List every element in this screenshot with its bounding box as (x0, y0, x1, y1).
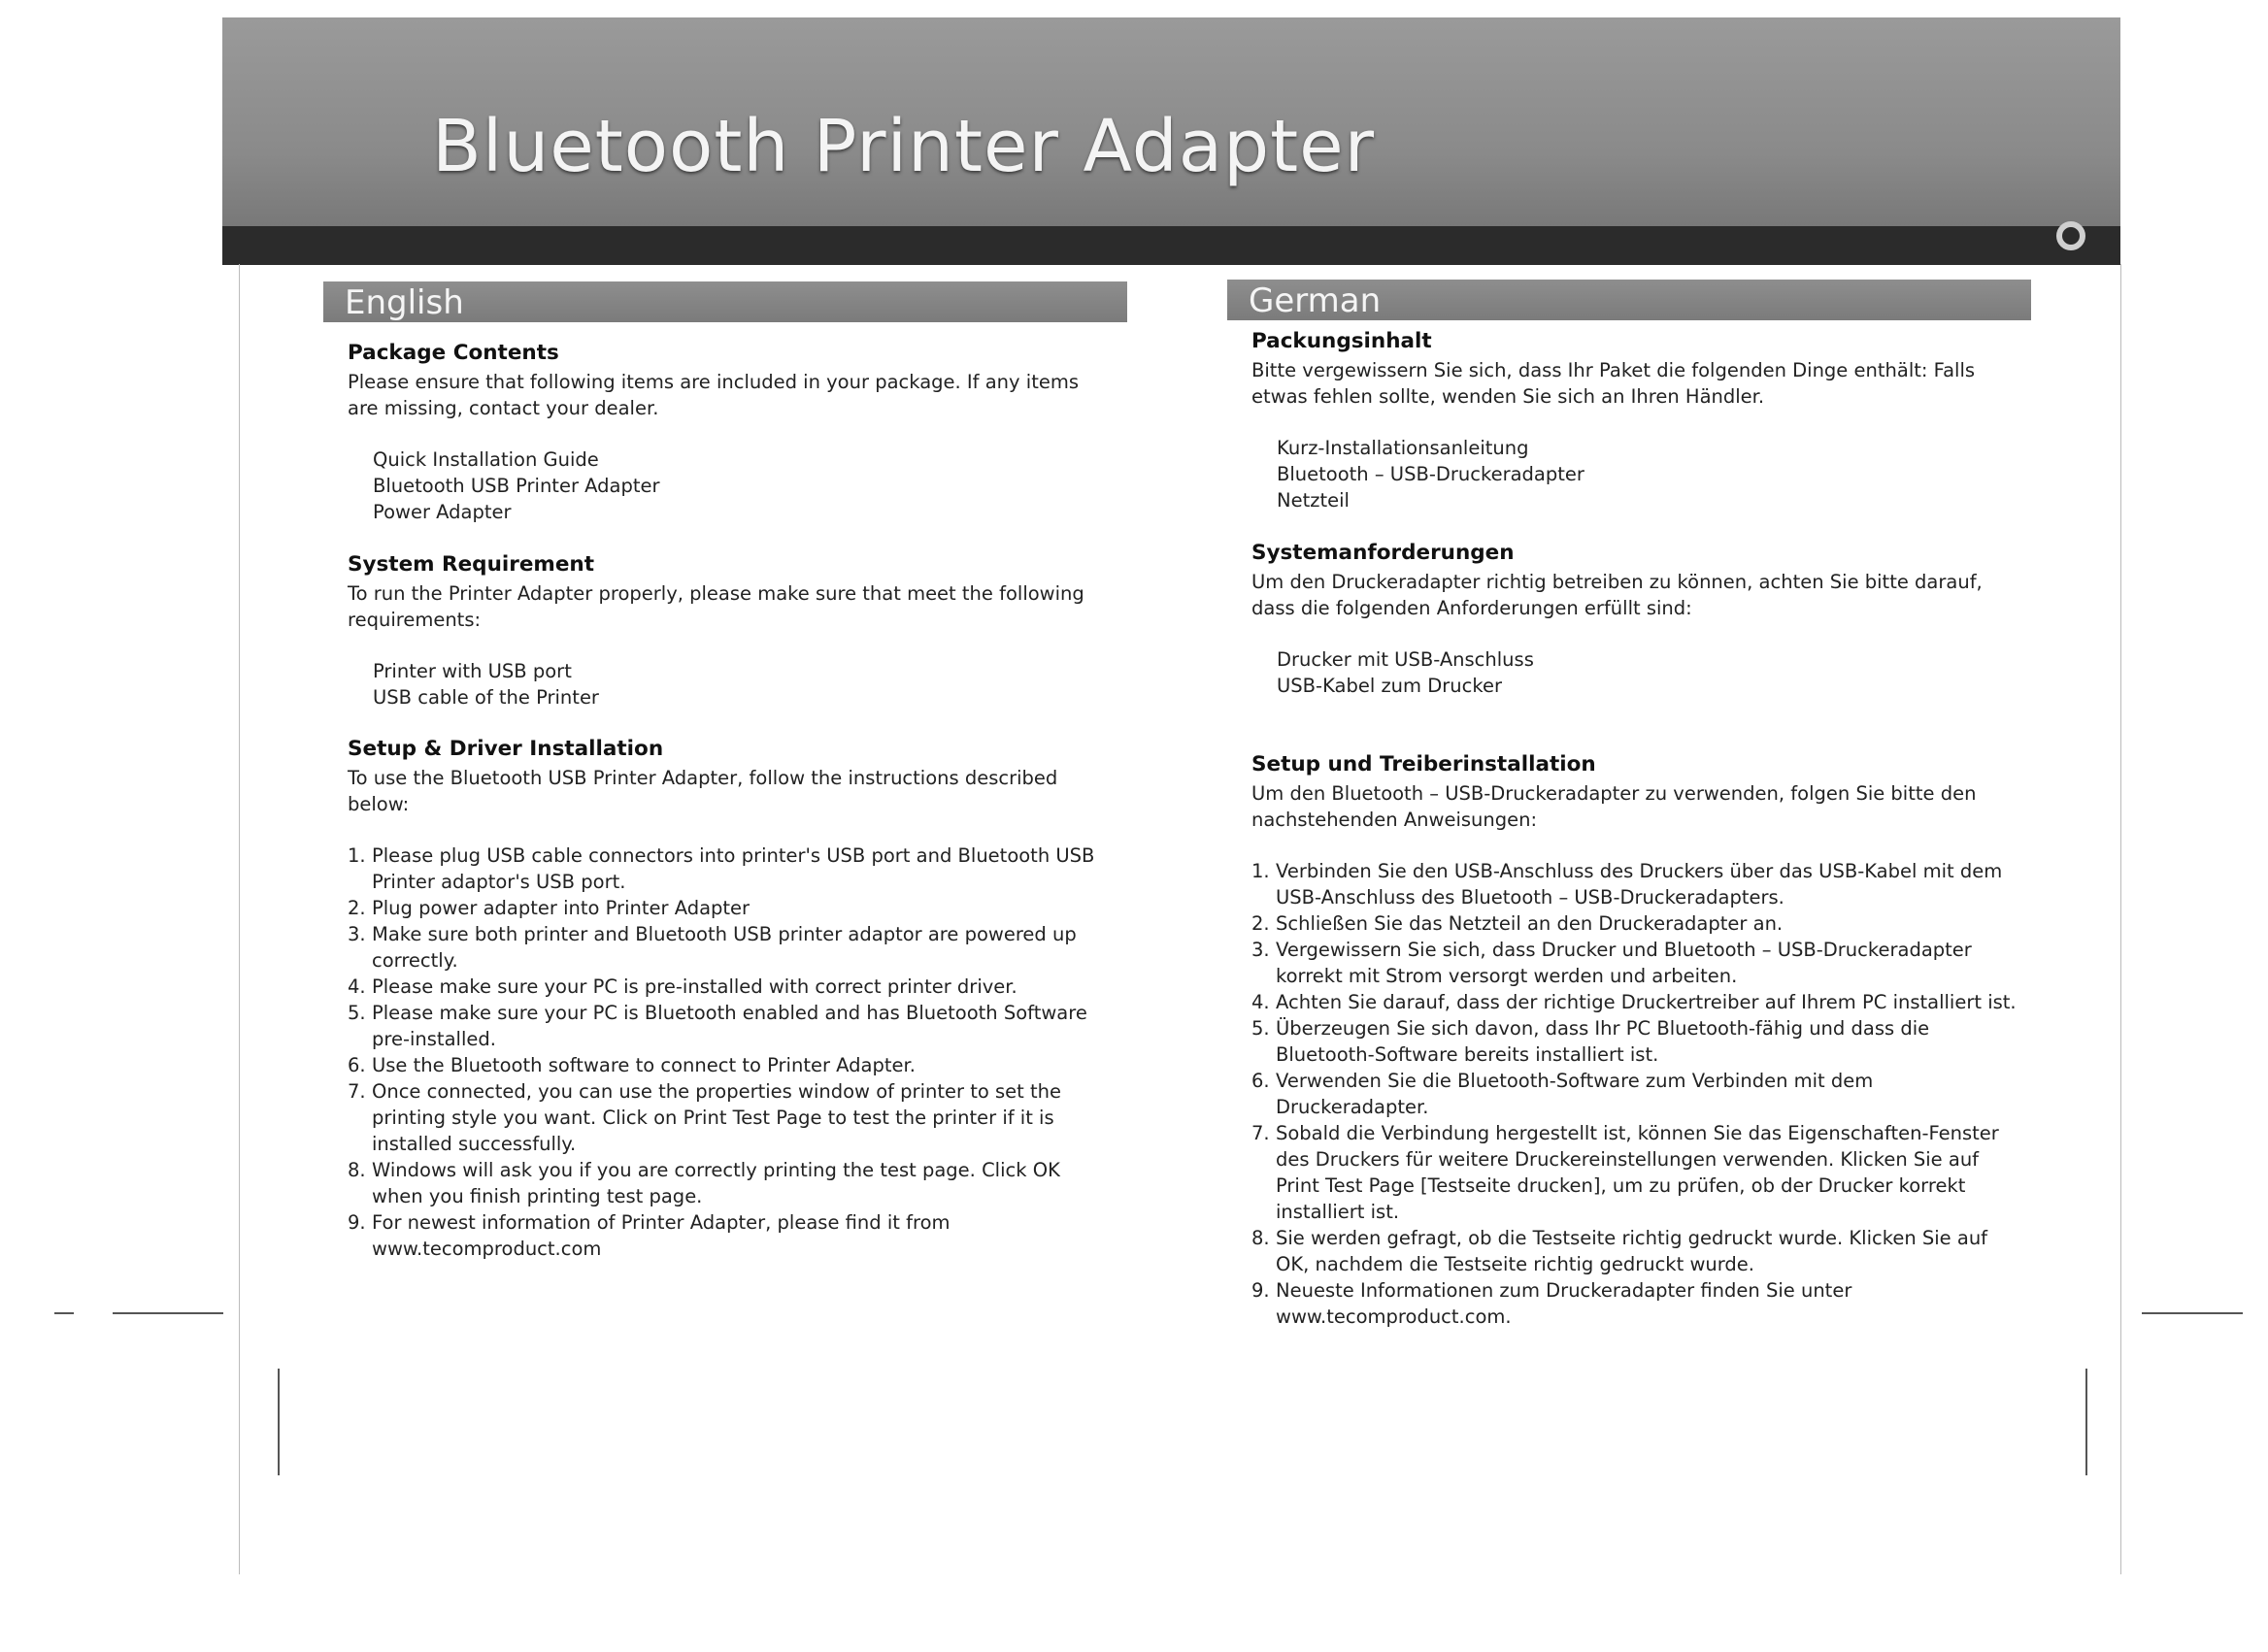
german-setup-section (1251, 751, 2018, 1330)
step-text: Achten Sie darauf, dass der richtige Druckertreiber auf Ihrem PC installiert ist. (1276, 991, 2017, 1013)
step-item (1251, 937, 2018, 989)
step-number: 2. (1251, 912, 1270, 935)
german-system-title: Systemanforderungen (1251, 541, 1515, 565)
crop-mark-left-vertical (278, 1369, 280, 1475)
step-item (348, 895, 1115, 921)
step-item (348, 974, 1115, 1000)
step-item (348, 1052, 1115, 1078)
step-text: Vergewissern Sie sich, dass Drucker und Bluetooth – USB-Druckeradapter korrekt mit Strom versorgt werden und arbeiten. (1276, 939, 1972, 987)
step-number: 3. (348, 923, 366, 945)
english-package-list (373, 446, 1115, 525)
step-text: Use the Bluetooth software to connect to Printer Adapter. (372, 1054, 916, 1076)
german-setup-intro: Um den Bluetooth – USB-Druckeradapter zu verwenden, folgen Sie bitte den nachstehenden Anweisungen: (1251, 782, 1977, 831)
step-number: 5. (348, 1002, 366, 1024)
english-language-bar: English (323, 281, 1127, 322)
step-text: Windows will ask you if you are correctly printing the test page. Click OK when you finish printing test page. (372, 1159, 1060, 1207)
left-page-edge (239, 264, 240, 1574)
german-system-section (1251, 540, 2018, 699)
step-number: 8. (348, 1159, 366, 1181)
english-setup-title: Setup & Driver Installation (348, 737, 664, 761)
step-item (1251, 989, 2018, 1015)
german-setup-title: Setup und Treiberinstallation (1251, 752, 1596, 776)
step-number: 9. (1251, 1279, 1270, 1302)
german-package-intro: Bitte vergewissern Sie sich, dass Ihr Paket die folgenden Dinge enthält: Falls etwas fehlen sollte, wenden Sie sich an Ihren Händler. (1251, 359, 1976, 408)
german-system-list (1277, 646, 2018, 699)
step-number: 9. (348, 1211, 366, 1234)
english-setup-intro: To use the Bluetooth USB Printer Adapter, follow the instructions described below: (348, 767, 1058, 815)
german-package-section (1251, 328, 2018, 513)
step-number: 5. (1251, 1017, 1270, 1040)
step-text: Please make sure your PC is Bluetooth enabled and has Bluetooth Software pre-installed. (372, 1002, 1087, 1050)
english-package-section (348, 340, 1115, 525)
step-item (1251, 858, 2018, 910)
step-text: Verbinden Sie den USB-Anschluss des Druckers über das USB-Kabel mit dem USB-Anschluss des Bluetooth – USB-Druckeradapters. (1276, 860, 2003, 909)
step-text: Schließen Sie das Netzteil an den Druckeradapter an. (1276, 912, 1784, 935)
step-text: Plug power adapter into Printer Adapter (372, 897, 750, 919)
step-text: Sobald die Verbindung hergestellt ist, können Sie das Eigenschaften-Fenster des Druckers für weitere Druckereinstellungen verwenden. Klicken Sie auf Print Test Page [Testseite drucken], um zu prüfen, ob der Drucker korrekt installiert ist. (1276, 1122, 1999, 1223)
step-number: 4. (348, 975, 366, 998)
english-setup-section (348, 736, 1115, 1262)
list-item: Netzteil (1277, 489, 1350, 512)
crop-mark-left-long (113, 1312, 223, 1314)
step-text: Verwenden Sie die Bluetooth-Software zum Verbinden mit dem Druckeradapter. (1276, 1070, 1874, 1118)
step-item (1251, 1225, 2018, 1277)
right-page-edge (2120, 264, 2121, 1574)
step-text: Please make sure your PC is pre-installed with correct printer driver. (372, 975, 1017, 998)
document-title: Bluetooth Printer Adapter (432, 105, 1376, 188)
circle-icon (2056, 221, 2085, 250)
step-item (348, 1157, 1115, 1209)
english-system-section (348, 551, 1115, 710)
german-language-bar: German (1227, 280, 2031, 320)
english-system-list (373, 658, 1115, 710)
list-item: Drucker mit USB-Anschluss (1277, 648, 1534, 671)
list-item: USB cable of the Printer (373, 686, 599, 709)
step-text: Make sure both printer and Bluetooth USB printer adaptor are powered up correctly. (372, 923, 1077, 972)
step-number: 7. (1251, 1122, 1270, 1144)
crop-mark-left-short (54, 1312, 74, 1314)
english-package-intro: Please ensure that following items are included in your package. If any items are missing, contact your dealer. (348, 371, 1079, 419)
list-item: Quick Installation Guide (373, 448, 599, 471)
step-number: 1. (1251, 860, 1270, 882)
step-number: 6. (1251, 1070, 1270, 1092)
step-number: 3. (1251, 939, 1270, 961)
list-item: Bluetooth – USB-Druckeradapter (1277, 463, 1584, 485)
step-text: Once connected, you can use the properties window of printer to set the printing style you want. Click on Print Test Page to test the printer if it is installed successfully. (372, 1080, 1061, 1155)
german-package-title: Packungsinhalt (1251, 329, 1432, 353)
english-package-title: Package Contents (348, 341, 559, 365)
step-number: 2. (348, 897, 366, 919)
step-item (1251, 1120, 2018, 1225)
german-package-list (1277, 435, 2018, 513)
step-text: Neueste Informationen zum Druckeradapter finden Sie unter www.tecomproduct.com. (1276, 1279, 1852, 1328)
english-setup-steps (348, 843, 1115, 1262)
step-item (1251, 1068, 2018, 1120)
step-item (1251, 910, 2018, 937)
list-item: Printer with USB port (373, 660, 572, 682)
step-text: Sie werden gefragt, ob die Testseite richtig gedruckt wurde. Klicken Sie auf OK, nachdem die Testseite richtig gedruckt wurde. (1276, 1227, 1988, 1275)
list-item: Bluetooth USB Printer Adapter (373, 475, 660, 497)
german-system-intro: Um den Druckeradapter richtig betreiben zu können, achten Sie bitte darauf, dass die folgenden Anforderungen erfüllt sind: (1251, 571, 1983, 619)
step-text: For newest information of Printer Adapter, please find it from www.tecomproduct.com (372, 1211, 951, 1260)
step-number: 6. (348, 1054, 366, 1076)
header-banner (222, 17, 2120, 265)
step-number: 7. (348, 1080, 366, 1103)
step-item (348, 1209, 1115, 1262)
step-number: 1. (348, 844, 366, 867)
step-item (1251, 1277, 2018, 1330)
crop-mark-right-vertical (2085, 1369, 2087, 1475)
step-item (348, 921, 1115, 974)
step-number: 8. (1251, 1227, 1270, 1249)
header-stripe (222, 226, 2120, 265)
list-item: Kurz-Installationsanleitung (1277, 437, 1529, 459)
english-system-intro: To run the Printer Adapter properly, please make sure that meet the following requirements: (348, 582, 1084, 631)
step-item (348, 1000, 1115, 1052)
list-item: Power Adapter (373, 501, 512, 523)
german-setup-steps (1251, 858, 2018, 1330)
crop-mark-right-long (2142, 1312, 2243, 1314)
step-item (348, 1078, 1115, 1157)
step-text: Überzeugen Sie sich davon, dass Ihr PC Bluetooth-fähig und dass die Bluetooth-Software bereits installiert ist. (1276, 1017, 1930, 1066)
step-number: 4. (1251, 991, 1270, 1013)
step-item (348, 843, 1115, 895)
step-item (1251, 1015, 2018, 1068)
list-item: USB-Kabel zum Drucker (1277, 675, 1502, 697)
english-system-title: System Requirement (348, 552, 595, 577)
step-text: Please plug USB cable connectors into printer's USB port and Bluetooth USB Printer adaptor's USB port. (372, 844, 1095, 893)
